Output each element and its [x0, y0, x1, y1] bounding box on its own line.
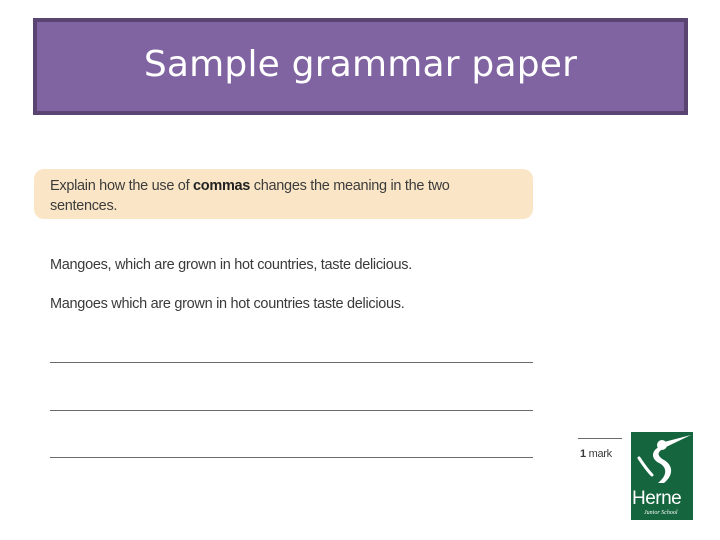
logo-school-name: Herne — [632, 488, 682, 509]
answer-line-2[interactable] — [50, 410, 533, 411]
question-prompt-box — [34, 169, 533, 219]
answer-line-1[interactable] — [50, 362, 533, 363]
school-logo — [631, 432, 693, 520]
question-prompt-text: Explain how the use of — [50, 178, 194, 194]
sentence-with-commas: Mangoes, which are grown in hot countries, taste delicious. — [50, 257, 412, 273]
question-prompt-keyword: commas — [193, 178, 251, 194]
answer-line-3[interactable] — [50, 457, 533, 458]
logo-school-subtitle: Junior School — [644, 510, 678, 516]
mark-box-line — [578, 438, 622, 439]
sentence-without-commas: Mangoes which are grown in hot countries taste delicious. — [50, 296, 405, 312]
mark-text: mark — [588, 448, 612, 460]
mark-label — [580, 448, 612, 460]
title-banner — [33, 18, 688, 115]
slide-title: Sample grammar paper — [143, 44, 578, 85]
mark-number: 1 — [580, 448, 586, 460]
question-prompt-text-end: changes the meaning in the two sentences. — [50, 178, 450, 214]
